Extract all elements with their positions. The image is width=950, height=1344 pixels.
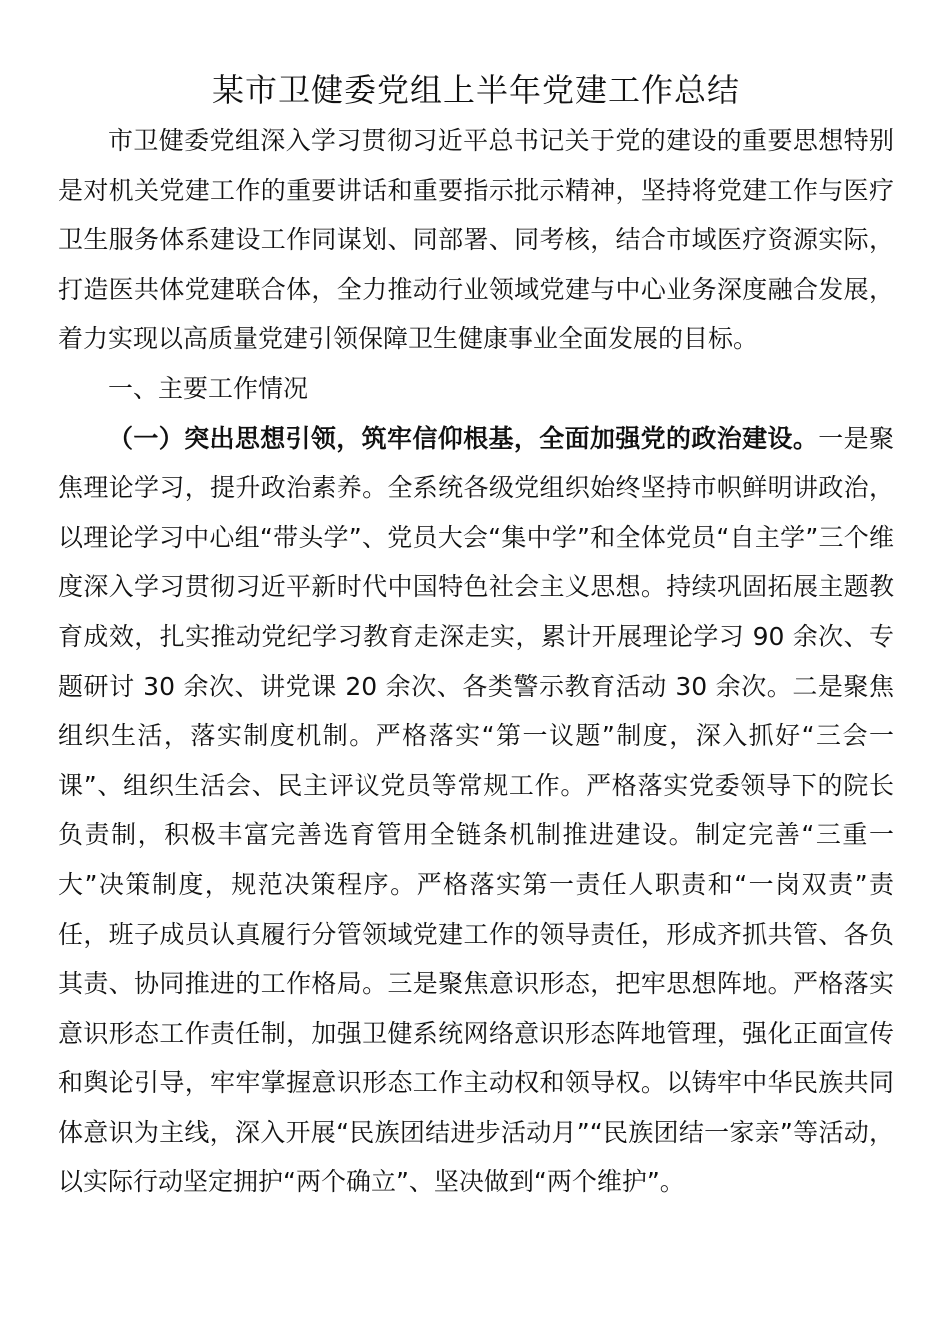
document-page [58,64,894,1207]
section-heading-main-work: 一、主要工作情况 [108,373,309,403]
intro-paragraph: 市卫健委党组深入学习贯彻习近平总书记关于党的建设的重要思想特别是对机关党建工作的重要讲话和重要指示批示精神，坚持将党建工作与医疗卫生服务体系建设工作同谋划、同部署、同考核，结合市域医疗资源实际，打造医共体党建联合体，全力推动行业领域党建与中心业务深度融合发展，着力实现以高质量党建引领保障卫生健康事业全面发展的目标。 [58,126,894,354]
section-item-1-lead: （一）突出思想引领，筑牢信仰根基，全面加强党的政治建设。 [108,423,819,453]
document-title: 某市卫健委党组上半年党建工作总结 [211,71,740,109]
section-item-1-paragraph [58,414,894,1208]
section-item-1-body: 一是聚焦理论学习，提升政治素养。全系统各级党组织始终坚持市帜鲜明讲政治，以理论学习中心组“带头学”、党员大会“集中学”和全体党员“自主学”三个维度深入学习贯彻习近平新时代中国特色社会主义思想。持续巩固拓展主题教育成效，扎实推动党纪学习教育走深走实，累计开展理论学习 90 余次、专题研讨 30 余次、讲党课 20 余次、各类警示教育活动 30 余次。二是聚焦组织生活，落实制度机制。严格落实“第一议题”制度，深入抓好“三会一课”、组织生活会、民主评议党员等常规工作。严格落实党委领导下的院长负责制，积极丰富完善选育管用全链条机制推进建设。制定完善“三重一大”决策制度，规范决策程序。严格落实第一责任人职责和“一岗双责”责任，班子成员认真履行分管领域党建工作的领导责任，形成齐抓共管、各负其责、协同推进的工作格局。三是聚焦意识形态，把牢思想阵地。严格落实意识形态工作责任制，加强卫健系统网络意识形态阵地管理，强化正面宣传和舆论引导，牢牢掌握意识形态工作主动权和领导权。以铸牢中华民族共同体意识为主线，深入开展“民族团结进步活动月”“民族团结一家亲”等活动，以实际行动坚定拥护“两个确立”、坚决做到“两个维护”。 [58,423,894,1197]
